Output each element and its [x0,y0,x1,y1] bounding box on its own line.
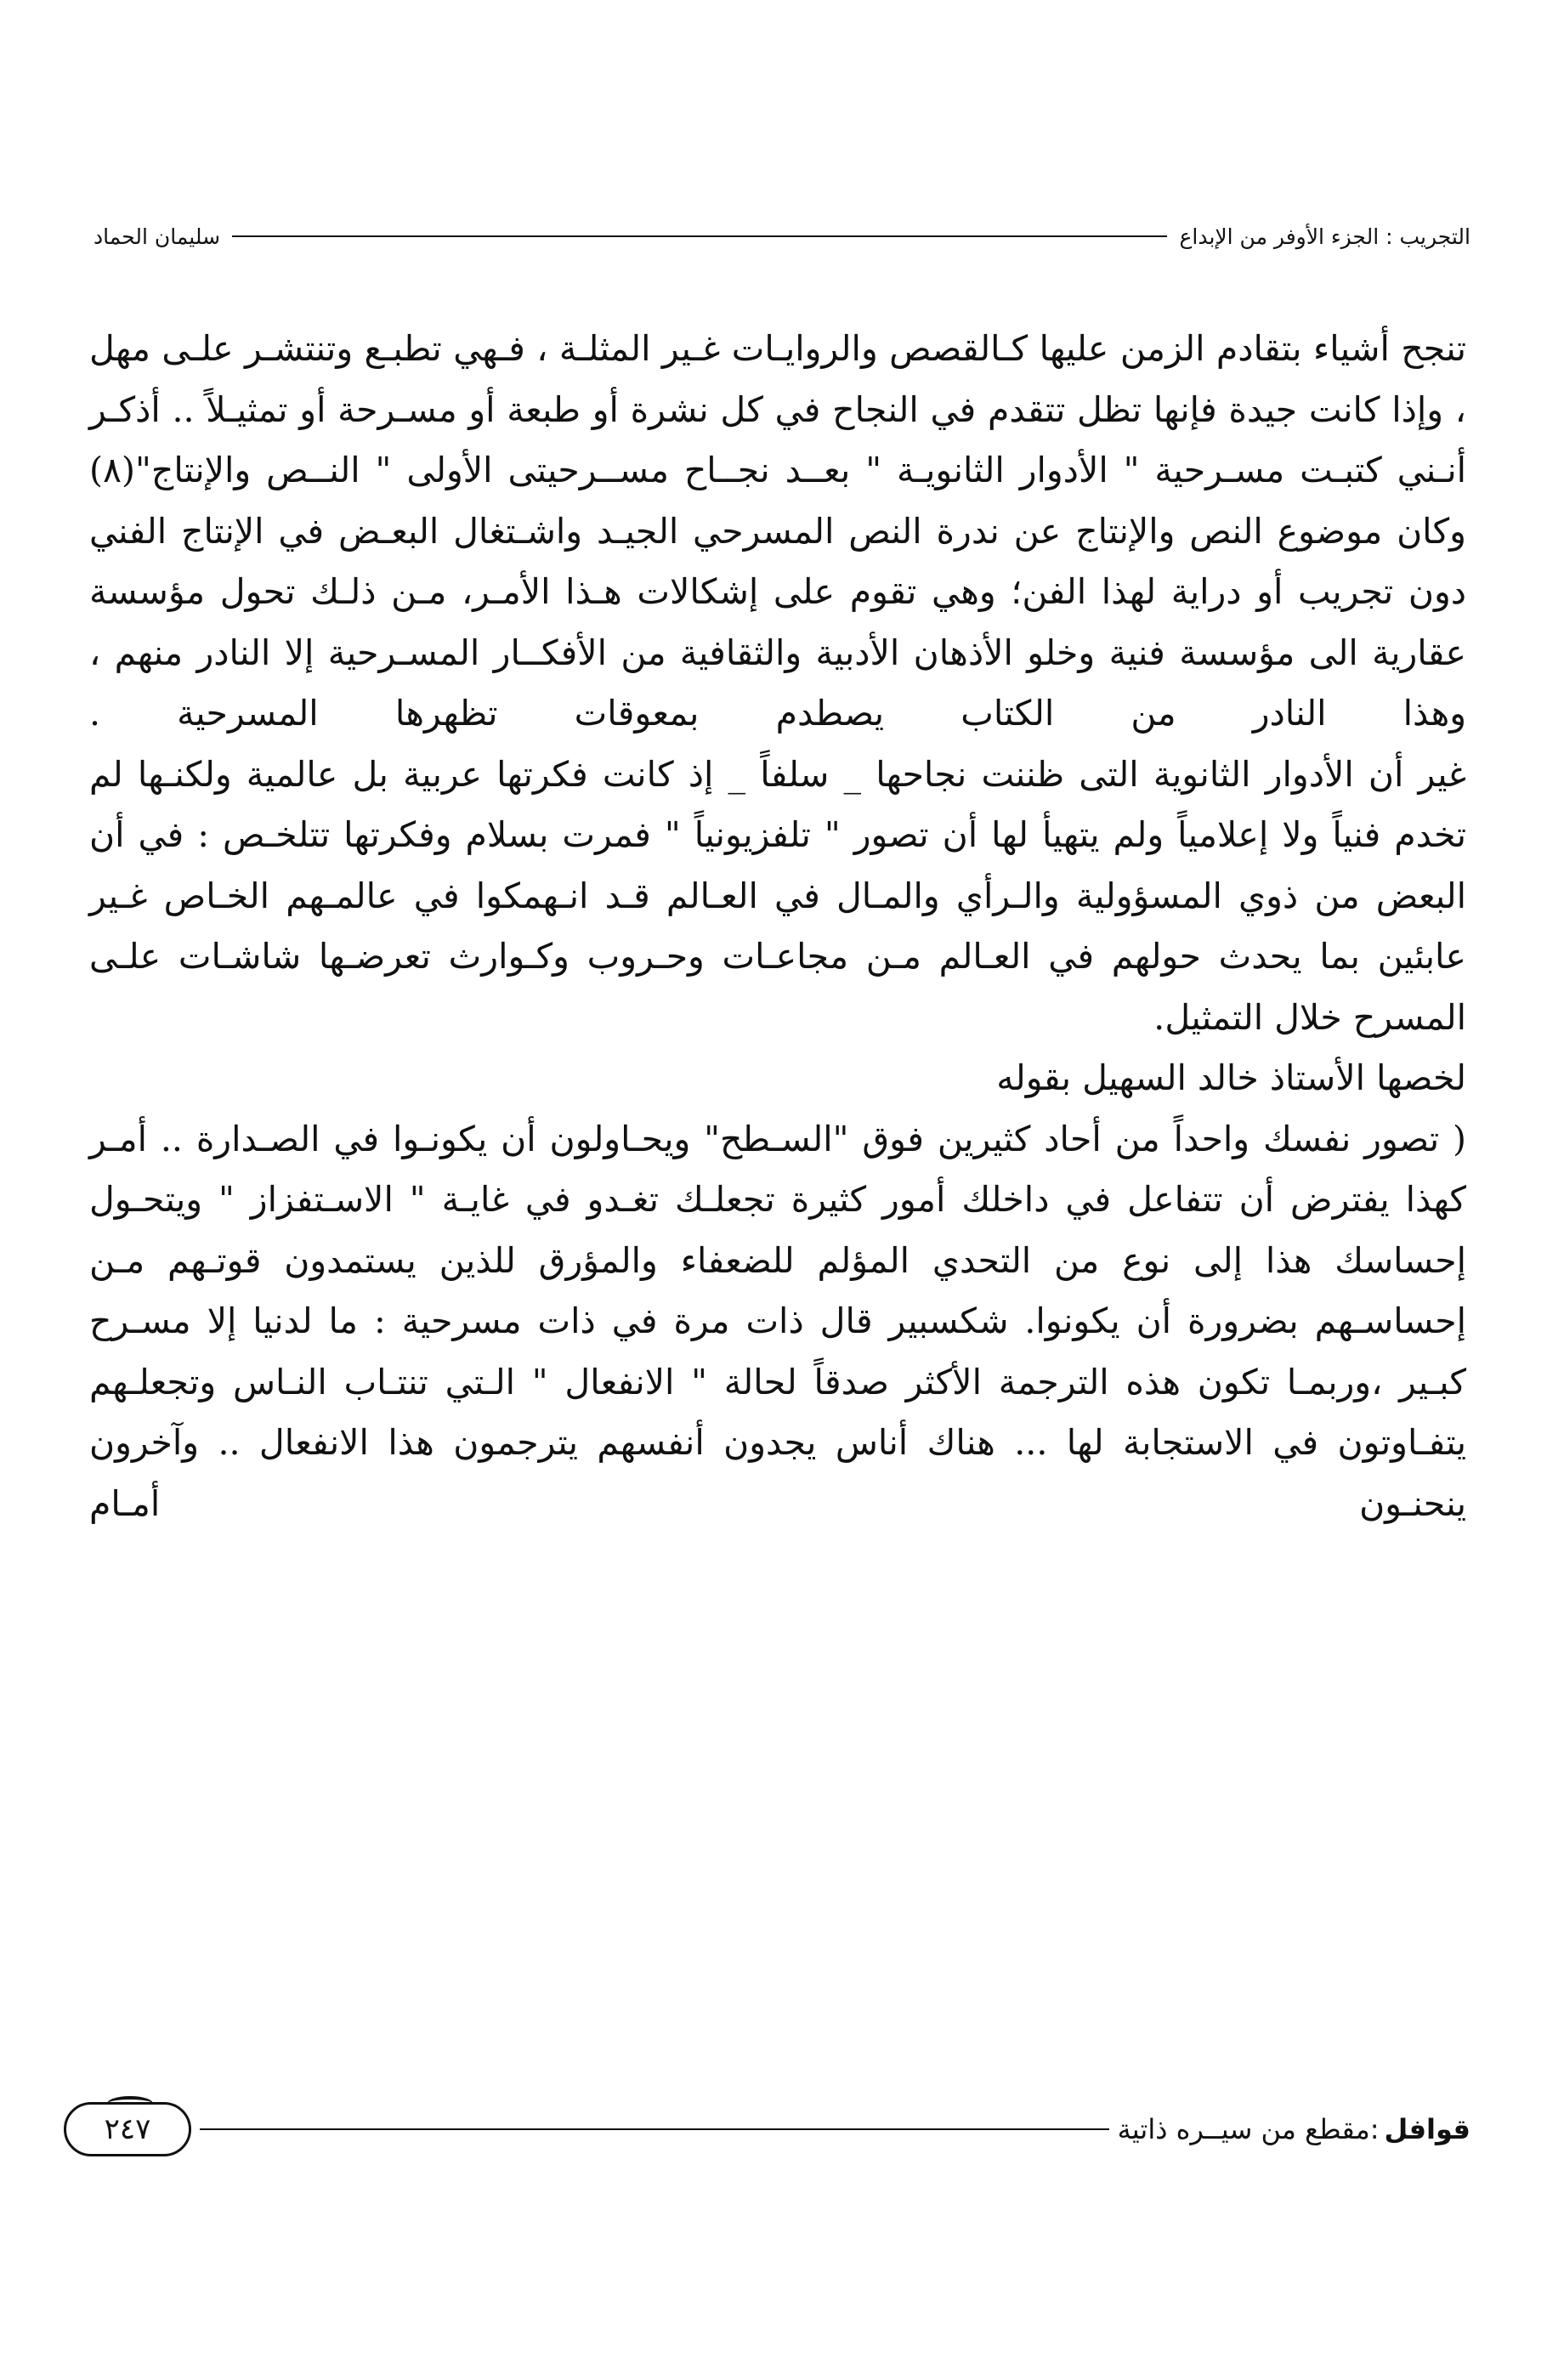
page-footer [64,2100,1470,2159]
footer-book-subtitle: :مقطع من سيــره ذاتية [1117,2113,1380,2145]
footer-rule [200,2128,1109,2130]
paragraph-3: لخصها الأستاذ خالد السهيل بقوله [996,1057,1466,1098]
paragraph-2: غير أن الأدوار الثانوية التى ظننت نجاحها _ سلفاً _ إذ كانت فكرتها عربية بل عالمية ولكنـها لم تخدم فنياً ولا إعلامياً ولم يتهيأ لها أن تصور " تلفزيونياً " فمرت بسلام وفكرتها تتلخـص : في أن البعض من ذوي المسؤولية والـرأي والمـال في العـالم قـد انـهمكوا في عالمـهم الخـاص غـير عابئين بما يحدث حولهم في العـالم مـن مجاعـات وحـروب وكـوارث تعرضـها شاشـات علـى المسرح خلال التمثيل. [89,753,1466,1038]
header-chapter-title: التجريب : الجزء الأوفر من الإبداع [1179,224,1470,249]
page-number-badge [64,2102,191,2156]
body-text [89,319,1466,1534]
paragraph-1: تنجح أشياء بتقادم الزمن عليها كـالقصص والروايـات غـير المثلـة ، فـهي تطبـع وتنتشـر علـى مهل ، وإذا كانت جيدة فإنها تظل تتقدم في النجاح في كل نشرة أو طبعة أو مسـرحة أو تمثيـلاً .. أذكـر أنـني كتبـت مسـرحية " الأدوار الثانويـة " بعــد نجــاح مســرحيتى الأولى " النــص والإنتاج"(٨) وكان موضوع النص والإنتاج عن ندرة النص المسرحي الجيـد واشـتغال البعـض في الإنتاج الفني دون تجريب أو دراية لهذا الفن؛ وهي تقوم على إشكالات هـذا الأمـر، مـن ذلـك تحول مؤسسة عقارية الى مؤسسة فنية وخلو الأذهان الأدبية والثقافية من الأفكــار المسـرحية إلا النادر منهم ، وهذا النادر من الكتاب يصطدم بمعوقات تظهرها المسرحية . [89,328,1467,734]
footer-book-title: قوافل [1384,2113,1470,2145]
paragraph-4-quote: ( تصور نفسك واحداً من أحاد كثيرين فوق "السـطح" ويحـاولون أن يكونـوا في الصـدارة .. أمـر كهذا يفترض أن تتفاعل في داخلك أمور كثيرة تجعلـك تغـدو في غايـة " الاسـتفزاز " ويتحـول إحساسك هذا إلى نوع من التحدي المؤلم للضعفاء والمؤرق للذين يستمدون قوتـهم مـن إحساسـهم بضرورة أن يكونوا. شكسبير قال ذات مرة في ذات مسرحية : ما لدنيا إلا مسـرح كبـير ،وربمـا تكون هذه الترجمة الأكثر صدقاً لحالة " الانفعال " الـتي تنتـاب النـاس وتجعلـهم يتفـاوتون في الاستجابة لها ... هناك أناس يجدون أنفسهم يترجمون هذا الانفعال .. وآخرون ينحنـون أمـام [89,1118,1466,1524]
page-number: ٢٤٧ [104,2112,151,2146]
header-rule [232,235,1167,237]
running-header [94,219,1470,253]
header-author: سليمان الحماد [94,224,221,249]
